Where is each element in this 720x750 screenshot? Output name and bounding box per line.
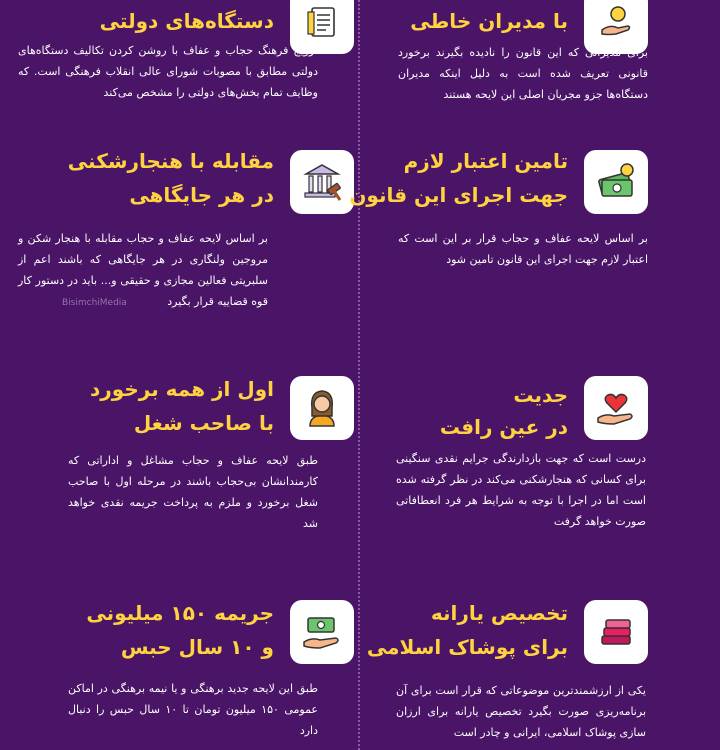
card-body: یکی از ارزشمندترین موضوعاتی که قرار است برای آن برنامه‌ریزی صورت بگیرد تخصیص یارانه برای ارزان سازی پوشاک اسلامی، ایرانی و چادر است [396, 684, 646, 739]
card-title-line2: در عین رافت [439, 415, 568, 439]
card-title-line2: با صاحب شغل [133, 411, 274, 435]
card-title-line2: برای پوشاک اسلامی [366, 635, 568, 659]
card-title: دستگاه‌های دولتی [99, 9, 274, 33]
center-divider [358, 0, 360, 750]
card-title-line2: و ۱۰ سال حبس [120, 635, 274, 659]
card-title-line2: در هر جایگاهی [129, 183, 274, 207]
courthouse-gavel-icon [290, 150, 354, 214]
card-title-line1: جدیت [513, 383, 568, 407]
card-body: بر اساس لایحه عفاف و حجاب قرار بر این است که اعتبار لازم جهت اجرای این قانون تامین شود [398, 232, 648, 266]
card-title-line1: تخصیص یارانه [430, 601, 568, 625]
card-title-line1: تامین اعتبار لازم [403, 149, 568, 173]
card-body: طبق لایحه عفاف و حجاب مشاغل و اداراتی که کارمندانشان بی‌حجاب باشند در مرحله اول با صاحب شغل برخورد و ملزم به پرداخت جریمه نقدی خواهد شد [68, 454, 318, 530]
woman-avatar-icon [290, 376, 354, 440]
card-title: با مدیران خاطی [410, 9, 568, 33]
card-body: ترویج فرهنگ حجاب و عفاف با روشن کردن تکالیف دستگاه‌های دولتی مطابق با مصوبات شورای عالی انقلاب فرهنگی است. که وظایف تمام بخش‌های دولتی را مشخص می‌کند [18, 44, 318, 99]
heart-hand-icon [584, 376, 648, 440]
watermark: BisimchiMedia [62, 298, 127, 308]
folded-clothes-icon [584, 600, 648, 664]
card-body: بر اساس لایحه عفاف و حجاب مقابله با هنجار شکن و مروجین ولنگاری در هر جایگاهی که باشند اعم از سلبریتی فعالین مجازی و حقیقی و... باید در دستور کار قوه قضاییه قرار بگیرد [18, 232, 268, 308]
card-body: برای مدیرانی که این قانون را نادیده بگیرند برخورد قانونی تعریف شده است به دلیل اینکه مدیران دستگاه‌ها جزو مجریان اصلی این لایحه هستند [398, 46, 648, 101]
card-body: طبق این لایحه جدید برهنگی و یا نیمه برهنگی در اماکن عمومی ۱۵۰ میلیون تومان تا ۱۰ سال حبس را دنبال دارد [68, 682, 318, 737]
card-title-line2: جهت اجرای این قانون [349, 183, 568, 207]
money-hand-icon [290, 600, 354, 664]
card-title-line1: مقابله با هنجارشکنی [67, 149, 274, 173]
card-title-line1: جریمه ۱۵۰ میلیونی [86, 601, 274, 625]
card-body: درست است که جهت بازدارندگی جرایم نقدی سنگینی برای کسانی که هنجارشکنی می‌کند در نظر گرفته شده است اما در اجرا با توجه به شرایط هر فرد انعطافاتی صورت خواهد گرفت [396, 452, 646, 528]
money-icon [584, 150, 648, 214]
card-title-line1: اول از همه برخورد [90, 377, 274, 401]
